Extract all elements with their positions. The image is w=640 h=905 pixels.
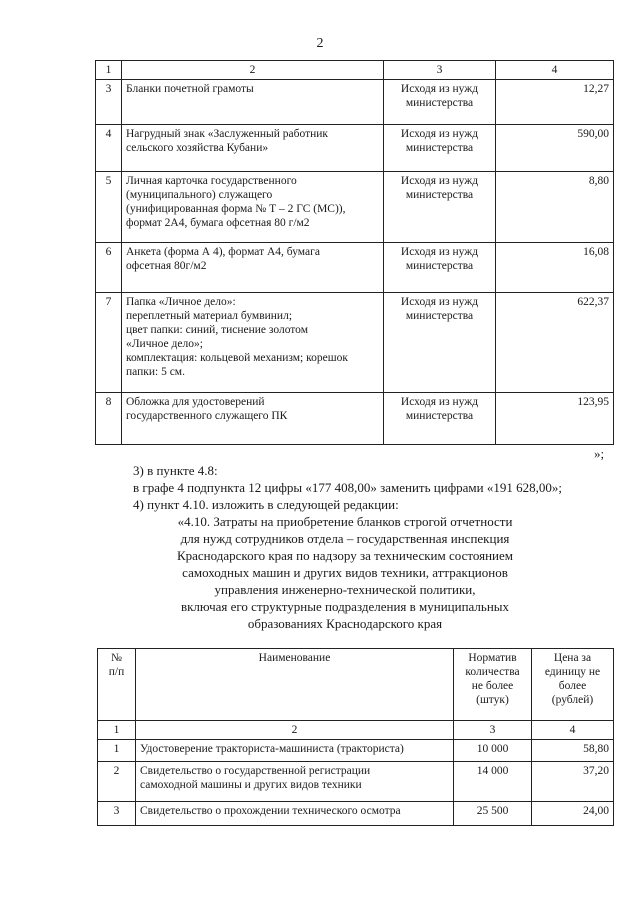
header-line: (штук)	[476, 694, 509, 706]
header-line: единицу не	[544, 666, 601, 678]
index-cell: 1	[98, 721, 136, 740]
header-line: п/п	[108, 666, 125, 678]
item-name-line: Нагрудный знак «Заслуженный работник	[126, 128, 329, 140]
table-row	[98, 740, 614, 762]
header-line: (рублей)	[551, 694, 594, 706]
amendment-item-3-detail: в графе 4 подпункта 12 цифры «177 408,00» заменить цифрами «191 628,00»;	[133, 480, 562, 495]
item-name	[122, 293, 384, 393]
source-line: Исходя из нужд	[400, 296, 479, 308]
row-number: 6	[96, 243, 122, 293]
header-name: Наименование	[136, 649, 454, 721]
section-heading-line: самоходных машин и других видов техники, аттракционов	[182, 565, 508, 580]
header-line: Норматив	[468, 652, 517, 664]
item-name	[136, 762, 454, 802]
section-heading-line: Краснодарского края по надзору за техническим состоянием	[176, 548, 514, 563]
table2-index-row	[98, 721, 614, 740]
item-name-line: папки: 5 см.	[126, 366, 185, 378]
item-norm: 10 000	[454, 740, 532, 762]
header-number	[98, 649, 136, 721]
table1-header-cell: 4	[496, 61, 614, 80]
source-line: министерства	[405, 260, 474, 272]
item-source	[384, 243, 496, 293]
item-price: 123,95	[496, 393, 614, 445]
table1-header-cell: 1	[96, 61, 122, 80]
source-line: министерства	[405, 189, 474, 201]
item-name-line: Анкета (форма А 4), формат А4, бумага	[126, 246, 320, 258]
source-line: министерства	[405, 97, 474, 109]
item-name	[122, 243, 384, 293]
item-source	[384, 293, 496, 393]
item-norm: 14 000	[454, 762, 532, 802]
row-number: 4	[96, 125, 122, 172]
source-line: Исходя из нужд	[400, 246, 479, 258]
page-number: 2	[316, 36, 324, 51]
header-line: №	[111, 652, 122, 664]
section-heading-line: образованиях Краснодарского края	[247, 616, 443, 631]
header-line: количества	[465, 666, 520, 678]
section-heading-line: «4.10. Затраты на приобретение бланков строгой отчетности	[177, 514, 513, 529]
item-price: 58,80	[532, 740, 614, 762]
source-line: Исходя из нужд	[400, 83, 479, 95]
row-number: 7	[96, 293, 122, 393]
item-name	[122, 172, 384, 243]
item-source	[384, 80, 496, 125]
item-name-line: Свидетельство о прохождении технического осмотра	[140, 805, 401, 817]
item-name-line: Удостоверение тракториста-машиниста (тракториста)	[140, 743, 404, 755]
section-heading-line: управления инженерно-технической политики,	[214, 582, 476, 597]
item-price: 12,27	[496, 80, 614, 125]
item-name-line: самоходной машины и других видов техники	[140, 779, 362, 791]
item-name-line: Папка «Личное дело»:	[126, 296, 236, 308]
item-name-line: «Личное дело»;	[126, 338, 203, 350]
header-line: не более	[471, 680, 514, 692]
table-row	[98, 802, 614, 826]
item-name	[136, 802, 454, 826]
item-name	[136, 740, 454, 762]
item-name	[122, 125, 384, 172]
section-heading-line: включая его структурные подразделения в муниципальных	[180, 599, 510, 614]
index-cell: 3	[454, 721, 532, 740]
item-name-line: Личная карточка государственного	[126, 175, 297, 187]
table1-header-cell: 3	[384, 61, 496, 80]
item-norm: 25 500	[454, 802, 532, 826]
row-number: 5	[96, 172, 122, 243]
item-name-line: (унифицированная форма № Т – 2 ГС (МС)),	[126, 203, 346, 215]
closing-quote: »;	[594, 446, 605, 461]
table-row	[96, 125, 614, 172]
item-source	[384, 125, 496, 172]
item-name-line: государственного служащего ПК	[126, 410, 288, 422]
item-name-line: цвет папки: синий, тиснение золотом	[126, 324, 308, 336]
amendment-item-4: 4) пункт 4.10. изложить в следующей редакции:	[133, 497, 399, 512]
item-name-line: переплетный материал бумвинил;	[126, 310, 293, 322]
table-row	[96, 293, 614, 393]
item-price: 590,00	[496, 125, 614, 172]
table-row	[96, 393, 614, 445]
row-number: 3	[96, 80, 122, 125]
source-line: министерства	[405, 310, 474, 322]
item-source	[384, 172, 496, 243]
table1-header-cell: 2	[122, 61, 384, 80]
item-price: 37,20	[532, 762, 614, 802]
item-price: 8,80	[496, 172, 614, 243]
item-name-line: комплектация: кольцевой механизм; корешок	[126, 352, 348, 364]
table-row	[96, 80, 614, 125]
item-name	[122, 80, 384, 125]
item-name-line: сельского хозяйства Кубани»	[126, 142, 269, 154]
table-row	[96, 172, 614, 243]
table1-header-row	[96, 61, 614, 80]
header-line: более	[558, 680, 587, 692]
item-name-line: офсетная 80г/м2	[126, 260, 207, 272]
item-name-line: Бланки почетной грамоты	[126, 83, 254, 95]
source-line: министерства	[405, 410, 474, 422]
row-number: 1	[98, 740, 136, 762]
item-price: 16,08	[496, 243, 614, 293]
item-name-line: формат 2А4, бумага офсетная 80 г/м2	[126, 217, 310, 229]
header-line: Цена за	[553, 652, 592, 664]
item-name-line: Свидетельство о государственной регистрации	[140, 765, 371, 777]
source-line: министерства	[405, 142, 474, 154]
costs-table-1	[95, 60, 614, 445]
table2-header-row	[98, 649, 614, 721]
table-row	[96, 243, 614, 293]
source-line: Исходя из нужд	[400, 128, 479, 140]
item-price: 622,37	[496, 293, 614, 393]
row-number: 3	[98, 802, 136, 826]
item-name-line: Обложка для удостоверений	[126, 396, 265, 408]
source-line: Исходя из нужд	[400, 175, 479, 187]
header-price	[532, 649, 614, 721]
amendment-item-3: 3) в пункте 4.8:	[133, 463, 218, 478]
index-cell: 2	[136, 721, 454, 740]
row-number: 2	[98, 762, 136, 802]
index-cell: 4	[532, 721, 614, 740]
table-row	[98, 762, 614, 802]
source-line: Исходя из нужд	[400, 396, 479, 408]
section-heading-line: для нужд сотрудников отдела – государственная инспекция	[180, 531, 510, 546]
costs-table-2	[97, 648, 614, 826]
item-source	[384, 393, 496, 445]
row-number: 8	[96, 393, 122, 445]
item-price: 24,00	[532, 802, 614, 826]
header-norm	[454, 649, 532, 721]
item-name-line: (муниципального) служащего	[126, 189, 273, 201]
item-name	[122, 393, 384, 445]
